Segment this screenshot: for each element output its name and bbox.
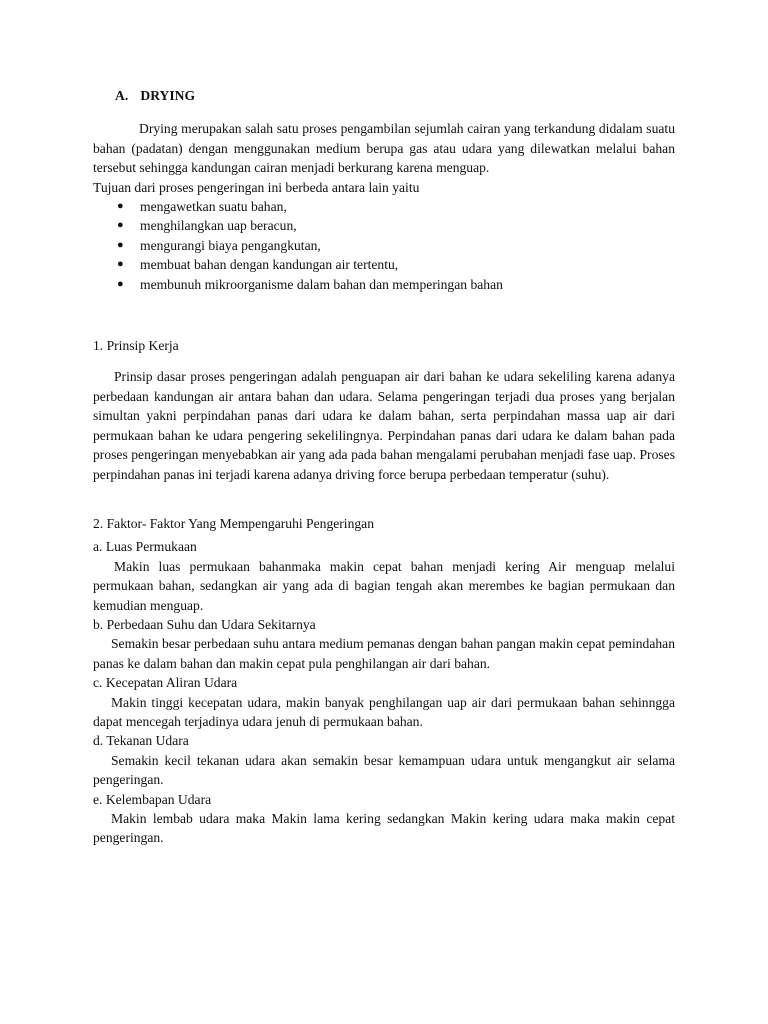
factor-text-e: Makin lembab udara maka Makin lama kering sedangkan Makin kering udara maka makin cepat pengeringan. <box>93 811 675 846</box>
list-item-text: mengurangi biaya pengangkutan, <box>140 237 321 253</box>
bullet-icon: ● <box>117 277 124 290</box>
list-item <box>93 216 675 235</box>
section2-title: 2. Faktor- Faktor Yang Mempengaruhi Pengeringan <box>93 515 375 531</box>
list-item <box>93 197 675 216</box>
heading-number: A. <box>115 88 129 103</box>
factor-text-c: Makin tinggi kecepatan udara, makin banyak penghilangan uap air dari permukaan bahan sehinngga dapat mencegah terjadinya udara jenuh di permukaan bahan. <box>93 694 675 729</box>
bullet-icon: ● <box>117 200 124 213</box>
section-heading <box>115 86 675 105</box>
list-item <box>93 236 675 255</box>
bullet-icon: ● <box>117 238 124 251</box>
bullet-icon: ● <box>117 219 124 232</box>
heading-title: DRYING <box>140 88 196 103</box>
factor-text-a: Makin luas permukaan bahanmaka makin cepat bahan menjadi kering Air menguap melalui permukaan bahan, sedangkan air yang ada di bagian tengah akan merembes ke bagian permukaan dan kemudian menguap. <box>93 558 675 613</box>
purpose-list <box>93 197 675 294</box>
intro-lead: Tujuan dari proses pengeringan ini berbeda antara lain yaitu <box>93 179 420 195</box>
bullet-icon: ● <box>117 258 124 271</box>
factor-title-a: a. Luas Permukaan <box>93 539 197 555</box>
factor-text-b: Semakin besar perbedaan suhu antara medium pemanas dengan bahan pangan makin cepat pemindahan panas ke dalam bahan dan makin cepat pula penghilangan air dari bahan. <box>93 636 675 671</box>
factor-text-d: Semakin kecil tekanan udara akan semakin besar kemampuan udara untuk mengangkut air selama pengeringan. <box>93 752 675 788</box>
list-item-text: menghilangkan uap beracun, <box>140 218 297 234</box>
factor-title-e: e. Kelembapan Udara <box>93 791 212 807</box>
factor-title-d: d. Tekanan Udara <box>93 733 189 749</box>
factor-title-b: b. Perbedaan Suhu dan Udara Sekitarnya <box>93 616 316 632</box>
section1-title: 1. Prinsip Kerja <box>93 338 179 354</box>
document-content <box>93 86 675 848</box>
factor-title-c: c. Kecepatan Aliran Udara <box>93 675 238 691</box>
intro-paragraph: Drying merupakan salah satu proses pengambilan sejumlah cairan yang terkandung didalam suatu bahan (padatan) dengan menggunakan medium berupa gas atau udara yang dilewatkan melalui bahan tersebut sehingga kandungan cairan menjadi berkurang karena menguap. <box>93 121 675 176</box>
list-item-text: membunuh mikroorganisme dalam bahan dan memperingan bahan <box>140 276 503 292</box>
list-item <box>93 275 675 294</box>
list-item <box>93 255 675 274</box>
list-item-text: mengawetkan suatu bahan, <box>140 199 287 215</box>
list-item-text: membuat bahan dengan kandungan air tertentu, <box>140 257 399 273</box>
section1-paragraph: Prinsip dasar proses pengeringan adalah penguapan air dari bahan ke udara sekeliling karena adanya perbedaan kandungan air antara bahan dan udara. Selama pengeringan terjadi dua proses yang berjalan simultan yakni perpindahan panas dari udara ke dalam bahan, serta perpindahan massa uap air dari permukaan bahan ke udara pengering sekelilingnya. Perpindahan panas dari udara ke dalam bahan pada proses pengeringan menyebabkan air yang ada pada bahan mengalami perubahan menjadi fase uap. Proses perpindahan panas ini terjadi karena adanya driving force berupa perbedaan temperatur (suhu). <box>93 369 675 482</box>
